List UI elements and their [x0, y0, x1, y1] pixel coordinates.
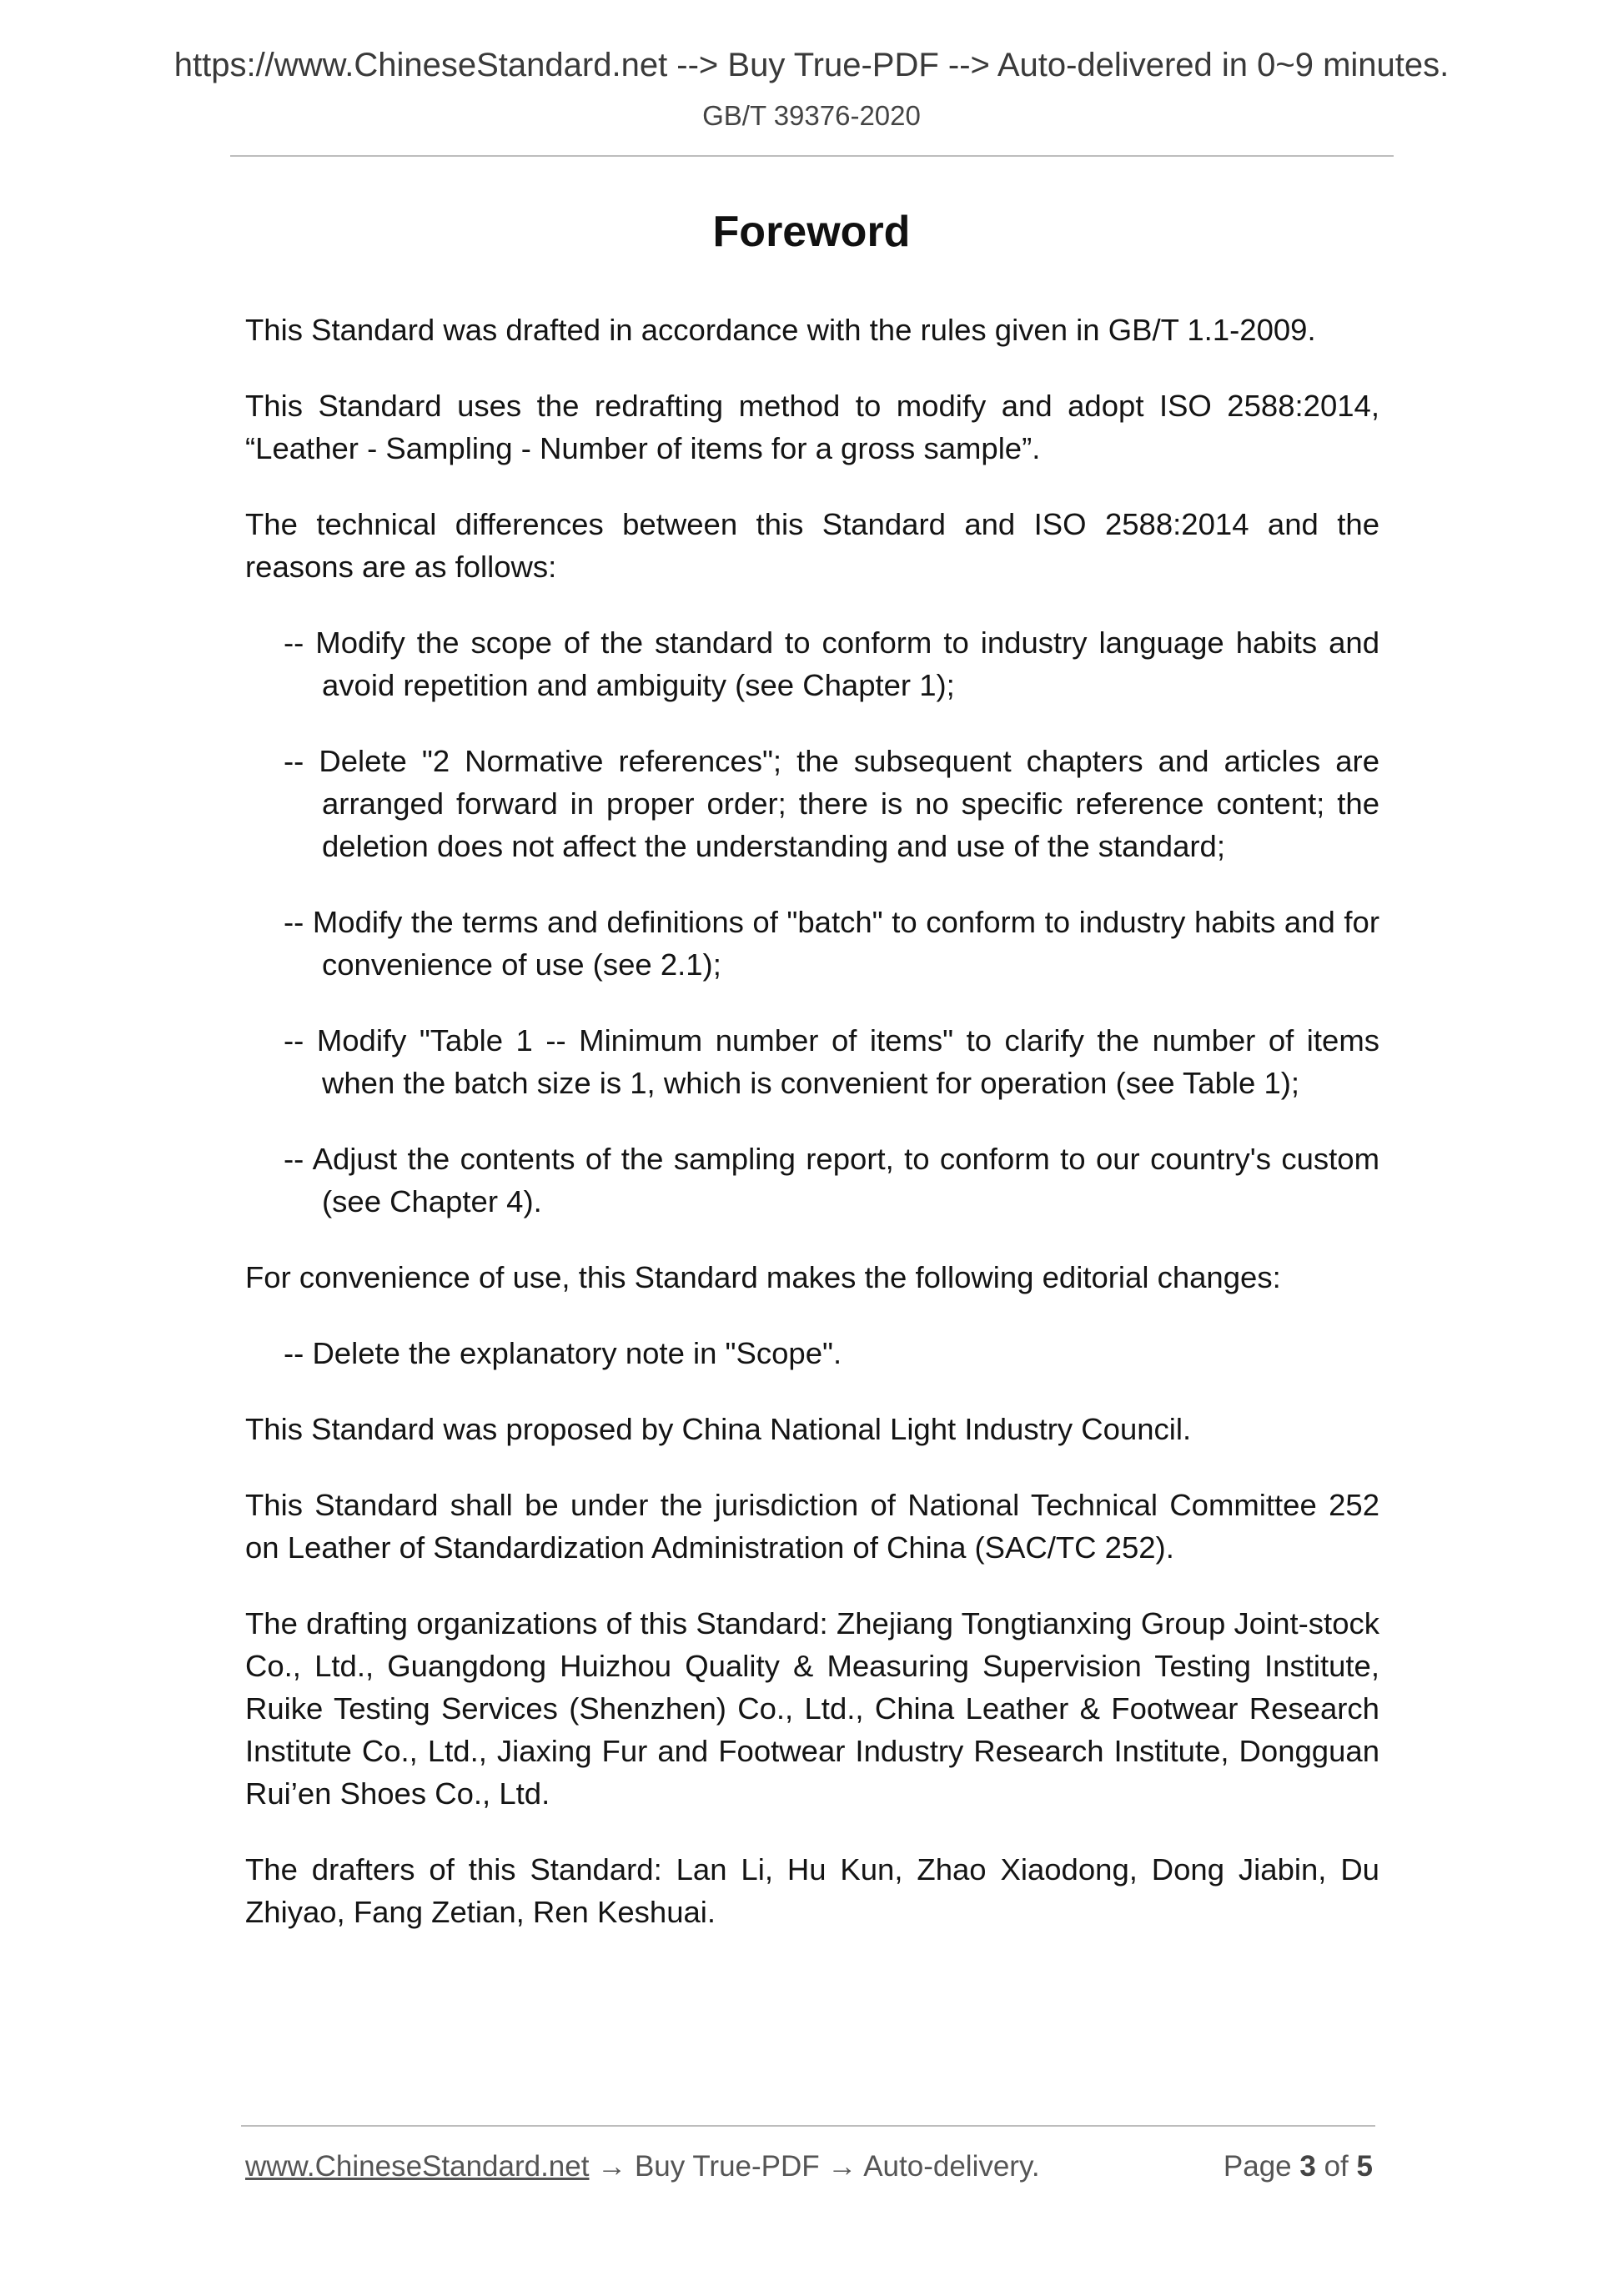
foreword-body: [245, 309, 1379, 1967]
total-pages: 5: [1356, 2150, 1373, 2183]
list-item-difference-report: -- Adjust the contents of the sampling report, to conform to our country's custom (see Chapter 4).: [284, 1142, 1379, 1218]
paragraph-drafting-rules: This Standard was drafted in accordance with the rules given in GB/T 1.1-2009.: [245, 313, 1316, 347]
document-code: GB/T 39376-2020: [702, 100, 921, 131]
paragraph-drafting-organizations: The drafting organizations of this Standard: Zhejiang Tongtianxing Group Joint-stock Co., Ltd., Guangdong Huizhou Quality & Measuring Supervision Testing Institute, Ruike Testing Services (Shenzhen) Co., Ltd., China Leather & Footwear Research Institute Co., Ltd., Jiaxing Fur and Footwear Industry Research Institute, Dongguan Rui’en Shoes Co., Ltd.: [245, 1606, 1379, 1811]
paragraph-jurisdiction: This Standard shall be under the jurisdiction of National Technical Committee 252 on Leather of Standardization Administration of China (SAC/TC 252).: [245, 1488, 1379, 1565]
page-title: Foreword: [712, 208, 911, 256]
paragraph-editorial-changes: For convenience of use, this Standard makes the following editorial changes:: [245, 1260, 1281, 1294]
paragraph-adoption: This Standard uses the redrafting method to modify and adopt ISO 2588:2014, “Leather - Sampling - Number of items for a gross sample”.: [245, 389, 1379, 465]
current-page: 3: [1299, 2150, 1316, 2183]
arrow-right-icon: →: [827, 2150, 857, 2183]
list-item-editorial-scope: -- Delete the explanatory note in "Scope".: [284, 1336, 842, 1370]
arrow-right-icon: →: [597, 2150, 627, 2183]
list-item-difference-batch: -- Modify the terms and definitions of "batch" to conform to industry habits and for convenience of use (see 2.1);: [284, 905, 1379, 982]
header-divider: [230, 155, 1394, 157]
list-item-difference-references: -- Delete "2 Normative references"; the subsequent chapters and articles are arranged forward in proper order; there is no specific reference content; the deletion does not affect the understanding and use of the standard;: [284, 744, 1379, 863]
footer-divider: [241, 2125, 1375, 2127]
paragraph-proposed-by: This Standard was proposed by China National Light Industry Council.: [245, 1412, 1192, 1446]
of-label: of: [1324, 2150, 1349, 2183]
page-footer: [245, 2150, 1379, 2183]
footer-delivery-text: Auto-delivery.: [863, 2150, 1040, 2183]
top-banner-link[interactable]: https://www.ChineseStandard.net --> Buy True-PDF --> Auto-delivered in 0~9 minutes.: [173, 47, 1450, 83]
list-item-difference-table: -- Modify "Table 1 -- Minimum number of items" to clarify the number of items when the batch size is 1, which is convenient for operation (see Table 1);: [284, 1023, 1379, 1100]
footer-buy-text: Buy True-PDF: [634, 2150, 820, 2183]
list-item-difference-scope: -- Modify the scope of the standard to conform to industry language habits and avoid repetition and ambiguity (see Chapter 1);: [284, 625, 1379, 702]
page-number: [1224, 2150, 1373, 2183]
footer-site-link[interactable]: www.ChineseStandard.net: [245, 2150, 590, 2183]
paragraph-technical-differences: The technical differences between this Standard and ISO 2588:2014 and the reasons are as follows:: [245, 507, 1379, 584]
paragraph-drafters: The drafters of this Standard: Lan Li, Hu Kun, Zhao Xiaodong, Dong Jiabin, Du Zhiyao, Fang Zetian, Ren Keshuai.: [245, 1852, 1379, 1929]
page-label: Page: [1223, 2150, 1292, 2183]
